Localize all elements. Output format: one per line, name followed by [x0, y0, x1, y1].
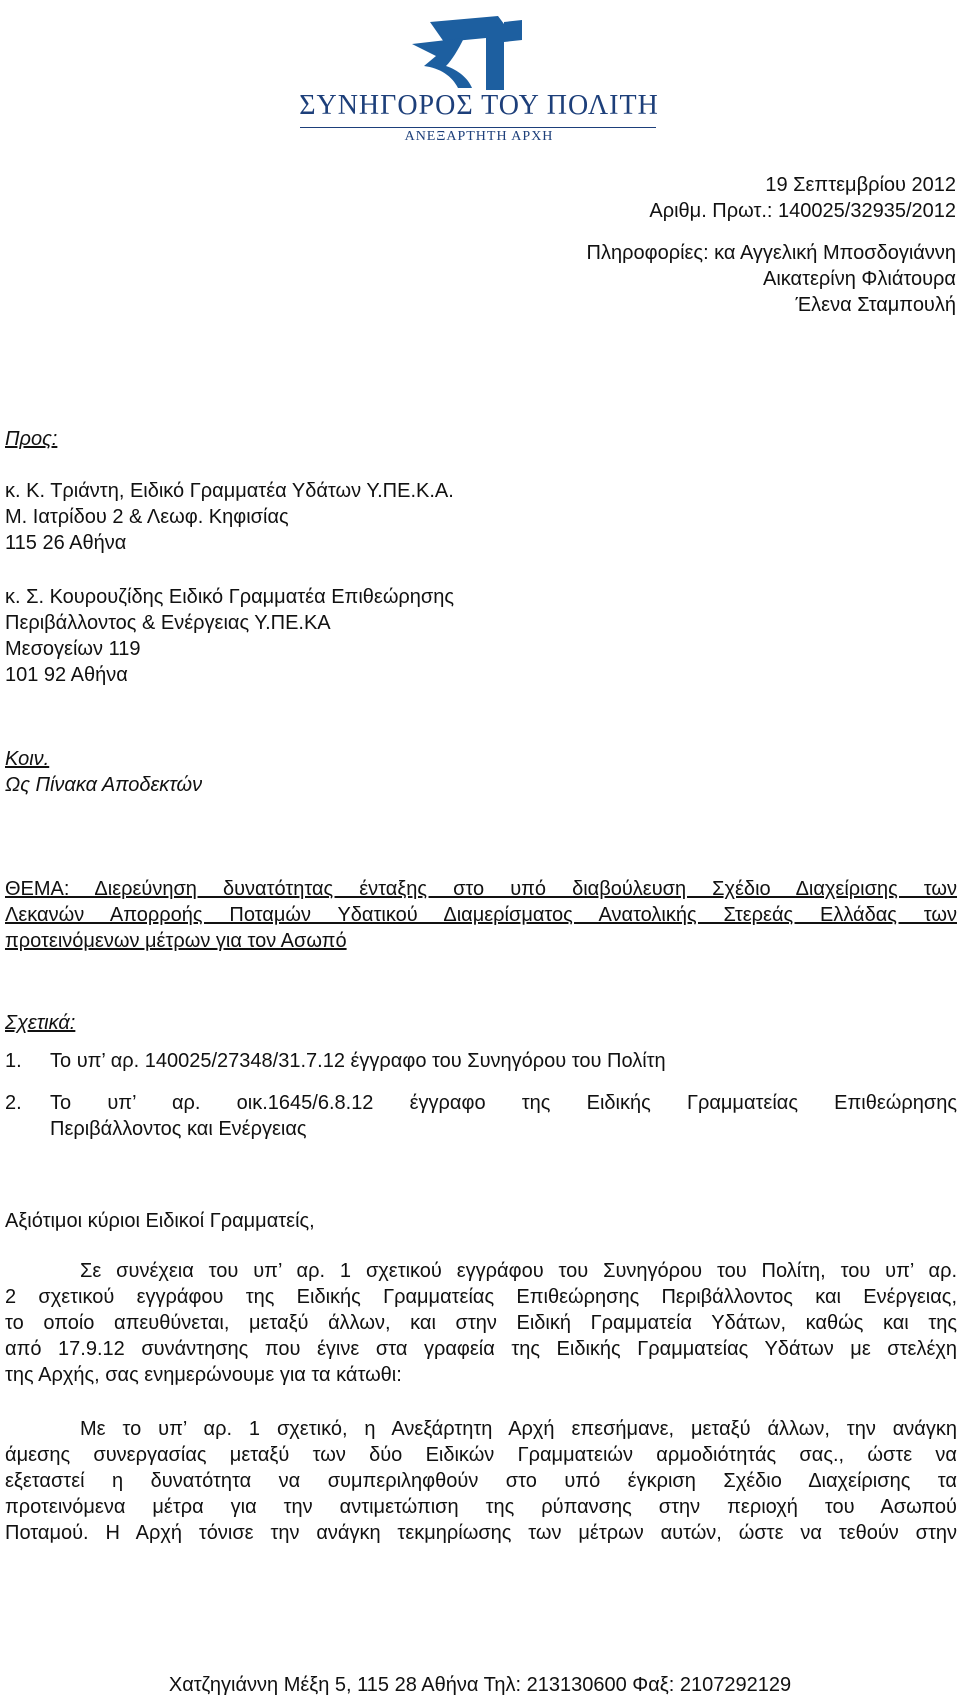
- references-label: Σχετικά:: [5, 1012, 76, 1034]
- paragraph-2-line-4: προτεινόμενα μέτρα για την αντιμετώπιση της ρύπανσης στην περιοχή του Ασωπού: [5, 1496, 957, 1518]
- subject-line-1: ΘΕΜΑ: Διερεύνηση δυνατότητας ένταξης στο υπό διαβούλευση Σχέδιο Διαχείρισης των: [5, 878, 957, 900]
- paragraph-1-line-3: το οποίο απευθύνεται, μεταξύ άλλων, και στην Ειδική Γραμματεία Υδάτων, καθώς και της: [5, 1312, 957, 1334]
- subject-line-2: Λεκανών Απορροής Ποταμών Υδατικού Διαμερίσματος Ανατολικής Στερεάς Ελλάδας των: [5, 904, 957, 926]
- paragraph-2-line-5: Ποταμού. Η Αρχή τόνισε την ανάγκη τεκμηρίωσης των μέτρων αυτών, ώστε να τεθούν στην: [5, 1522, 957, 1544]
- recipient-1-name: κ. Κ. Τριάντη, Ειδικό Γραμματέα Υδάτων Υ.ΠΕ.Κ.Α.: [5, 480, 454, 502]
- reference-2-number: 2.: [5, 1092, 22, 1114]
- paragraph-2-line-1: Με το υπ’ αρ. 1 σχετικό, η Ανεξάρτητη Αρχή επεσήμανε, μεταξύ άλλων, την ανάγκη: [80, 1418, 957, 1440]
- recipient-1-address: Μ. Ιατρίδου 2 & Λεωφ. Κηφισίας: [5, 506, 289, 528]
- recipients-label: Προς:: [5, 428, 58, 450]
- info-contact-3: Έλενα Σταμπουλή: [795, 294, 956, 316]
- recipient-1-city: 115 26 Αθήνα: [5, 532, 127, 554]
- info-contact-2: Αικατερίνη Φλιάτουρα: [763, 268, 956, 290]
- org-subtitle: ΑΝΕΞΑΡΤΗΤΗ ΑΡΧΗ: [404, 129, 554, 144]
- paragraph-2-line-2: άμεσης συνεργασίας μεταξύ των δύο Ειδικών Γραμματειών αρμοδιότητάς σας., ώστε να: [5, 1444, 957, 1466]
- recipient-2-city: 101 92 Αθήνα: [5, 664, 128, 686]
- logo-divider: [300, 127, 656, 128]
- ombudsman-logo: [298, 14, 660, 144]
- salutation: Αξιότιμοι κύριοι Ειδικοί Γραμματείς,: [5, 1210, 315, 1232]
- cc-value: Ως Πίνακα Αποδεκτών: [5, 774, 203, 796]
- reference-2-text-cont: Περιβάλλοντος και Ενέργειας: [50, 1118, 307, 1140]
- subject-line-3: προτεινόμενων μέτρων για τον Ασωπό: [5, 930, 347, 952]
- recipient-2-dept: Περιβάλλοντος & Ενέργειας Υ.ΠΕ.ΚΑ: [5, 612, 331, 634]
- org-name: ΣΥΝΗΓΟΡΟΣ ΤΟΥ ΠΟΛΙΤΗ: [299, 90, 659, 121]
- recipient-2-address: Μεσογείων 119: [5, 638, 141, 660]
- info-contact-1: Πληροφορίες: κα Αγγελική Μποσδογιάννη: [586, 242, 956, 264]
- footer-address: Χατζηγιάννη Μέξη 5, 115 28 Αθήνα Τηλ: 213130600 Φαξ: 2107292129: [168, 1674, 792, 1696]
- reference-1-text: Το υπ’ αρ. 140025/27348/31.7.12 έγγραφο του Συνηγόρου του Πολίτη: [50, 1050, 666, 1072]
- ombudsman-emblem-icon: [400, 14, 550, 92]
- protocol-number: Αριθμ. Πρωτ.: 140025/32935/2012: [649, 200, 956, 222]
- paragraph-1-line-4: από 17.9.12 συνάντησης που έγινε στα γραφεία της Ειδικής Γραμματείας Υδάτων με στελέχη: [5, 1338, 957, 1360]
- reference-1-number: 1.: [5, 1050, 22, 1072]
- cc-label: Κοιν.: [5, 748, 50, 770]
- paragraph-1-line-2: 2 σχετικού εγγράφου της Ειδικής Γραμματείας Επιθεώρησης Περιβάλλοντος και Ενέργειας,: [5, 1286, 957, 1308]
- paragraph-1-line-1: Σε συνέχεια του υπ’ αρ. 1 σχετικού εγγράφου του Συνηγόρου του Πολίτη, του υπ’ αρ.: [80, 1260, 957, 1282]
- paragraph-2-line-3: εξεταστεί η δυνατότητα να συμπεριληφθούν στο υπό έγκριση Σχέδιο Διαχείρισης τα: [5, 1470, 957, 1492]
- letter-date: 19 Σεπτεμβρίου 2012: [765, 174, 956, 196]
- recipient-2-name: κ. Σ. Κουρουζίδης Ειδικό Γραμματέα Επιθεώρησης: [5, 586, 455, 608]
- paragraph-1-line-5: της Αρχής, σας ενημερώνουμε για τα κάτωθι:: [5, 1364, 402, 1386]
- reference-2-text: Το υπ’ αρ. οικ.1645/6.8.12 έγγραφο της Ειδικής Γραμματείας Επιθεώρησης: [50, 1092, 957, 1114]
